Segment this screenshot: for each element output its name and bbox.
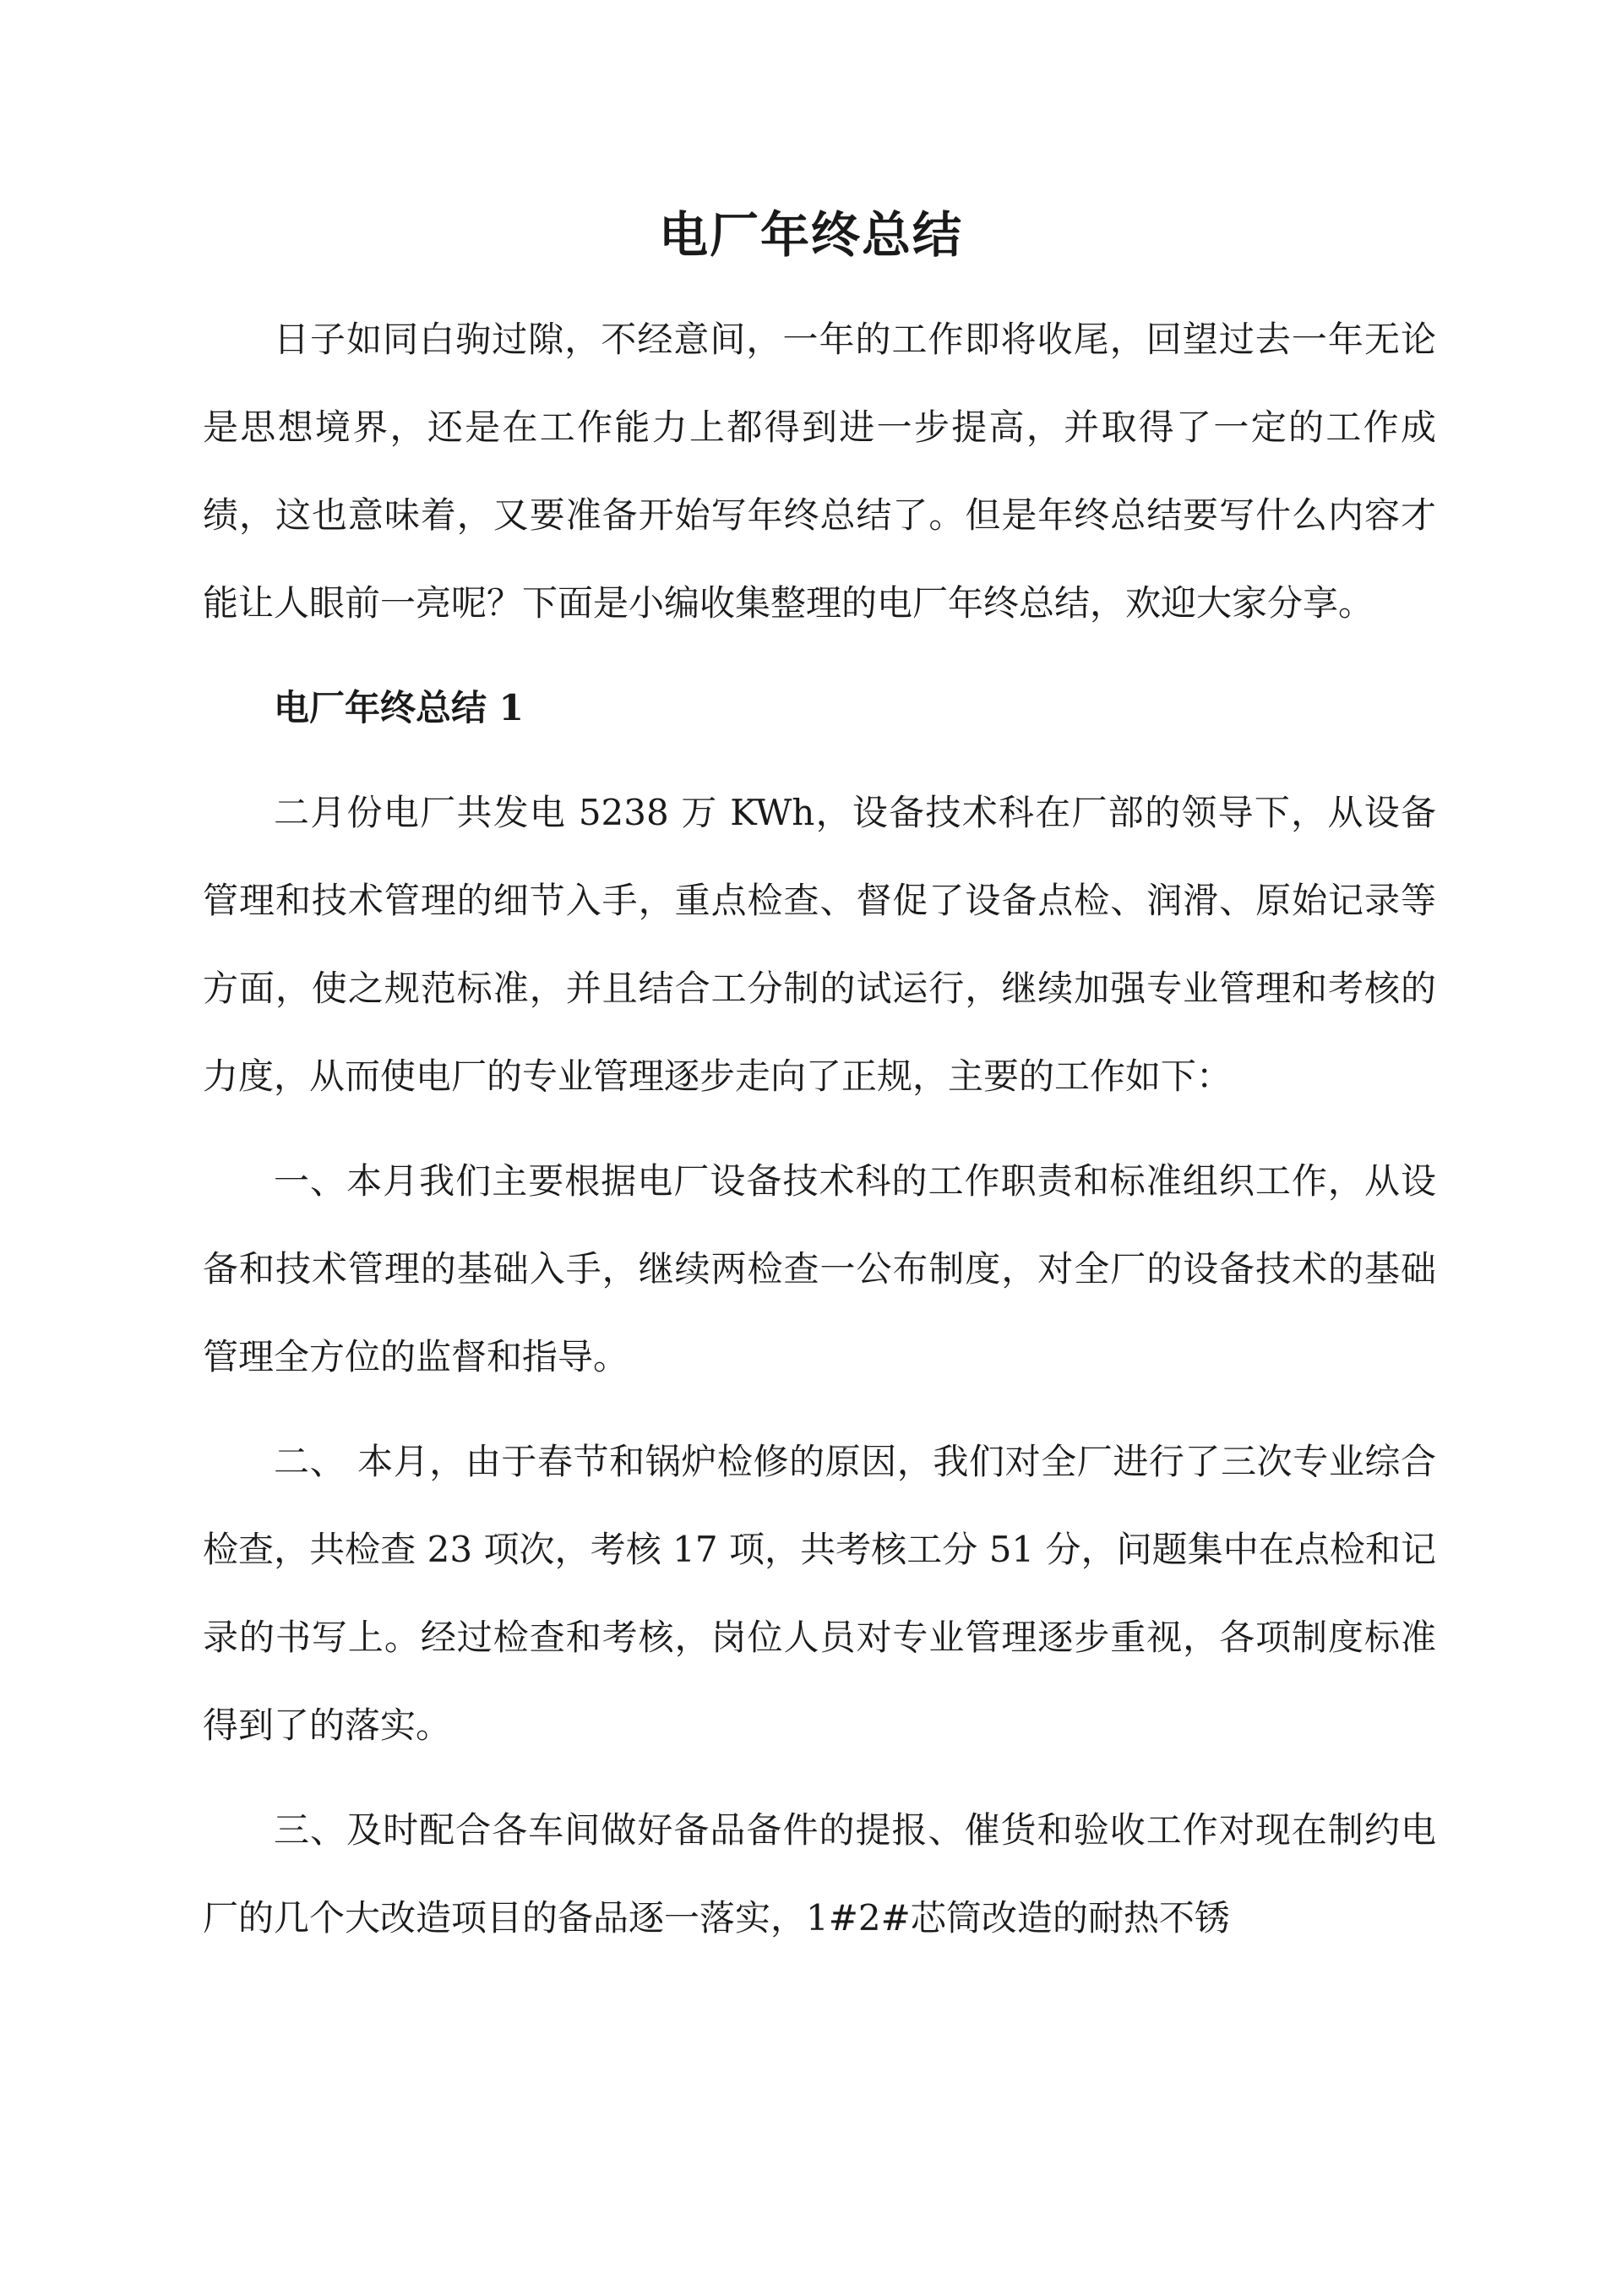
section-heading: 电厂年终总结 1 bbox=[274, 687, 524, 728]
document-title: 电厂年终总结 bbox=[658, 206, 963, 264]
paragraph-intro: 日子如同白驹过隙，不经意间，一年的工作即将收尾，回望过去一年无论是思想境界，还是在工作能力上都得到进一步提高，并取得了一定的工作成绩，这也意味着，又要准备开始写年终总结了。但是年终总结要写什么内容才能让人眼前一亮呢？下面是小编收集整理的电厂年终总结，欢迎大家分享。 bbox=[203, 319, 1436, 624]
paragraph-item-3: 三、及时配合各车间做好备品备件的提报、催货和验收工作对现在制约电厂的几个大改造项目的备品逐一落实，1#2#芯筒改造的耐热不锈 bbox=[203, 1809, 1436, 1939]
paragraph-summary: 二月份电厂共发电 5238 万 KWh，设备技术科在厂部的领导下，从设备管理和技术管理的细节入手，重点检查、督促了设备点检、润滑、原始记录等方面，使之规范标准，并且结合工分制的试运行，继续加强专业管理和考核的力度，从而使电厂的专业管理逐步走向了正规，主要的工作如下： bbox=[203, 792, 1436, 1097]
document-body bbox=[203, 296, 1436, 1979]
paragraph-item-1: 一、本月我们主要根据电厂设备技术科的工作职责和标准组织工作，从设备和技术管理的基础入手，继续两检查一公布制度，对全厂的设备技术的基础管理全方位的监督和指导。 bbox=[203, 1160, 1436, 1377]
paragraph-item-2: 二、 本月，由于春节和锅炉检修的原因，我们对全厂进行了三次专业综合检查，共检查 23 项次，考核 17 项，共考核工分 51 分，问题集中在点检和记录的书写上。经过检查和考核，岗位人员对专业管理逐步重视，各项制度标准得到了的落实。 bbox=[203, 1441, 1436, 1746]
